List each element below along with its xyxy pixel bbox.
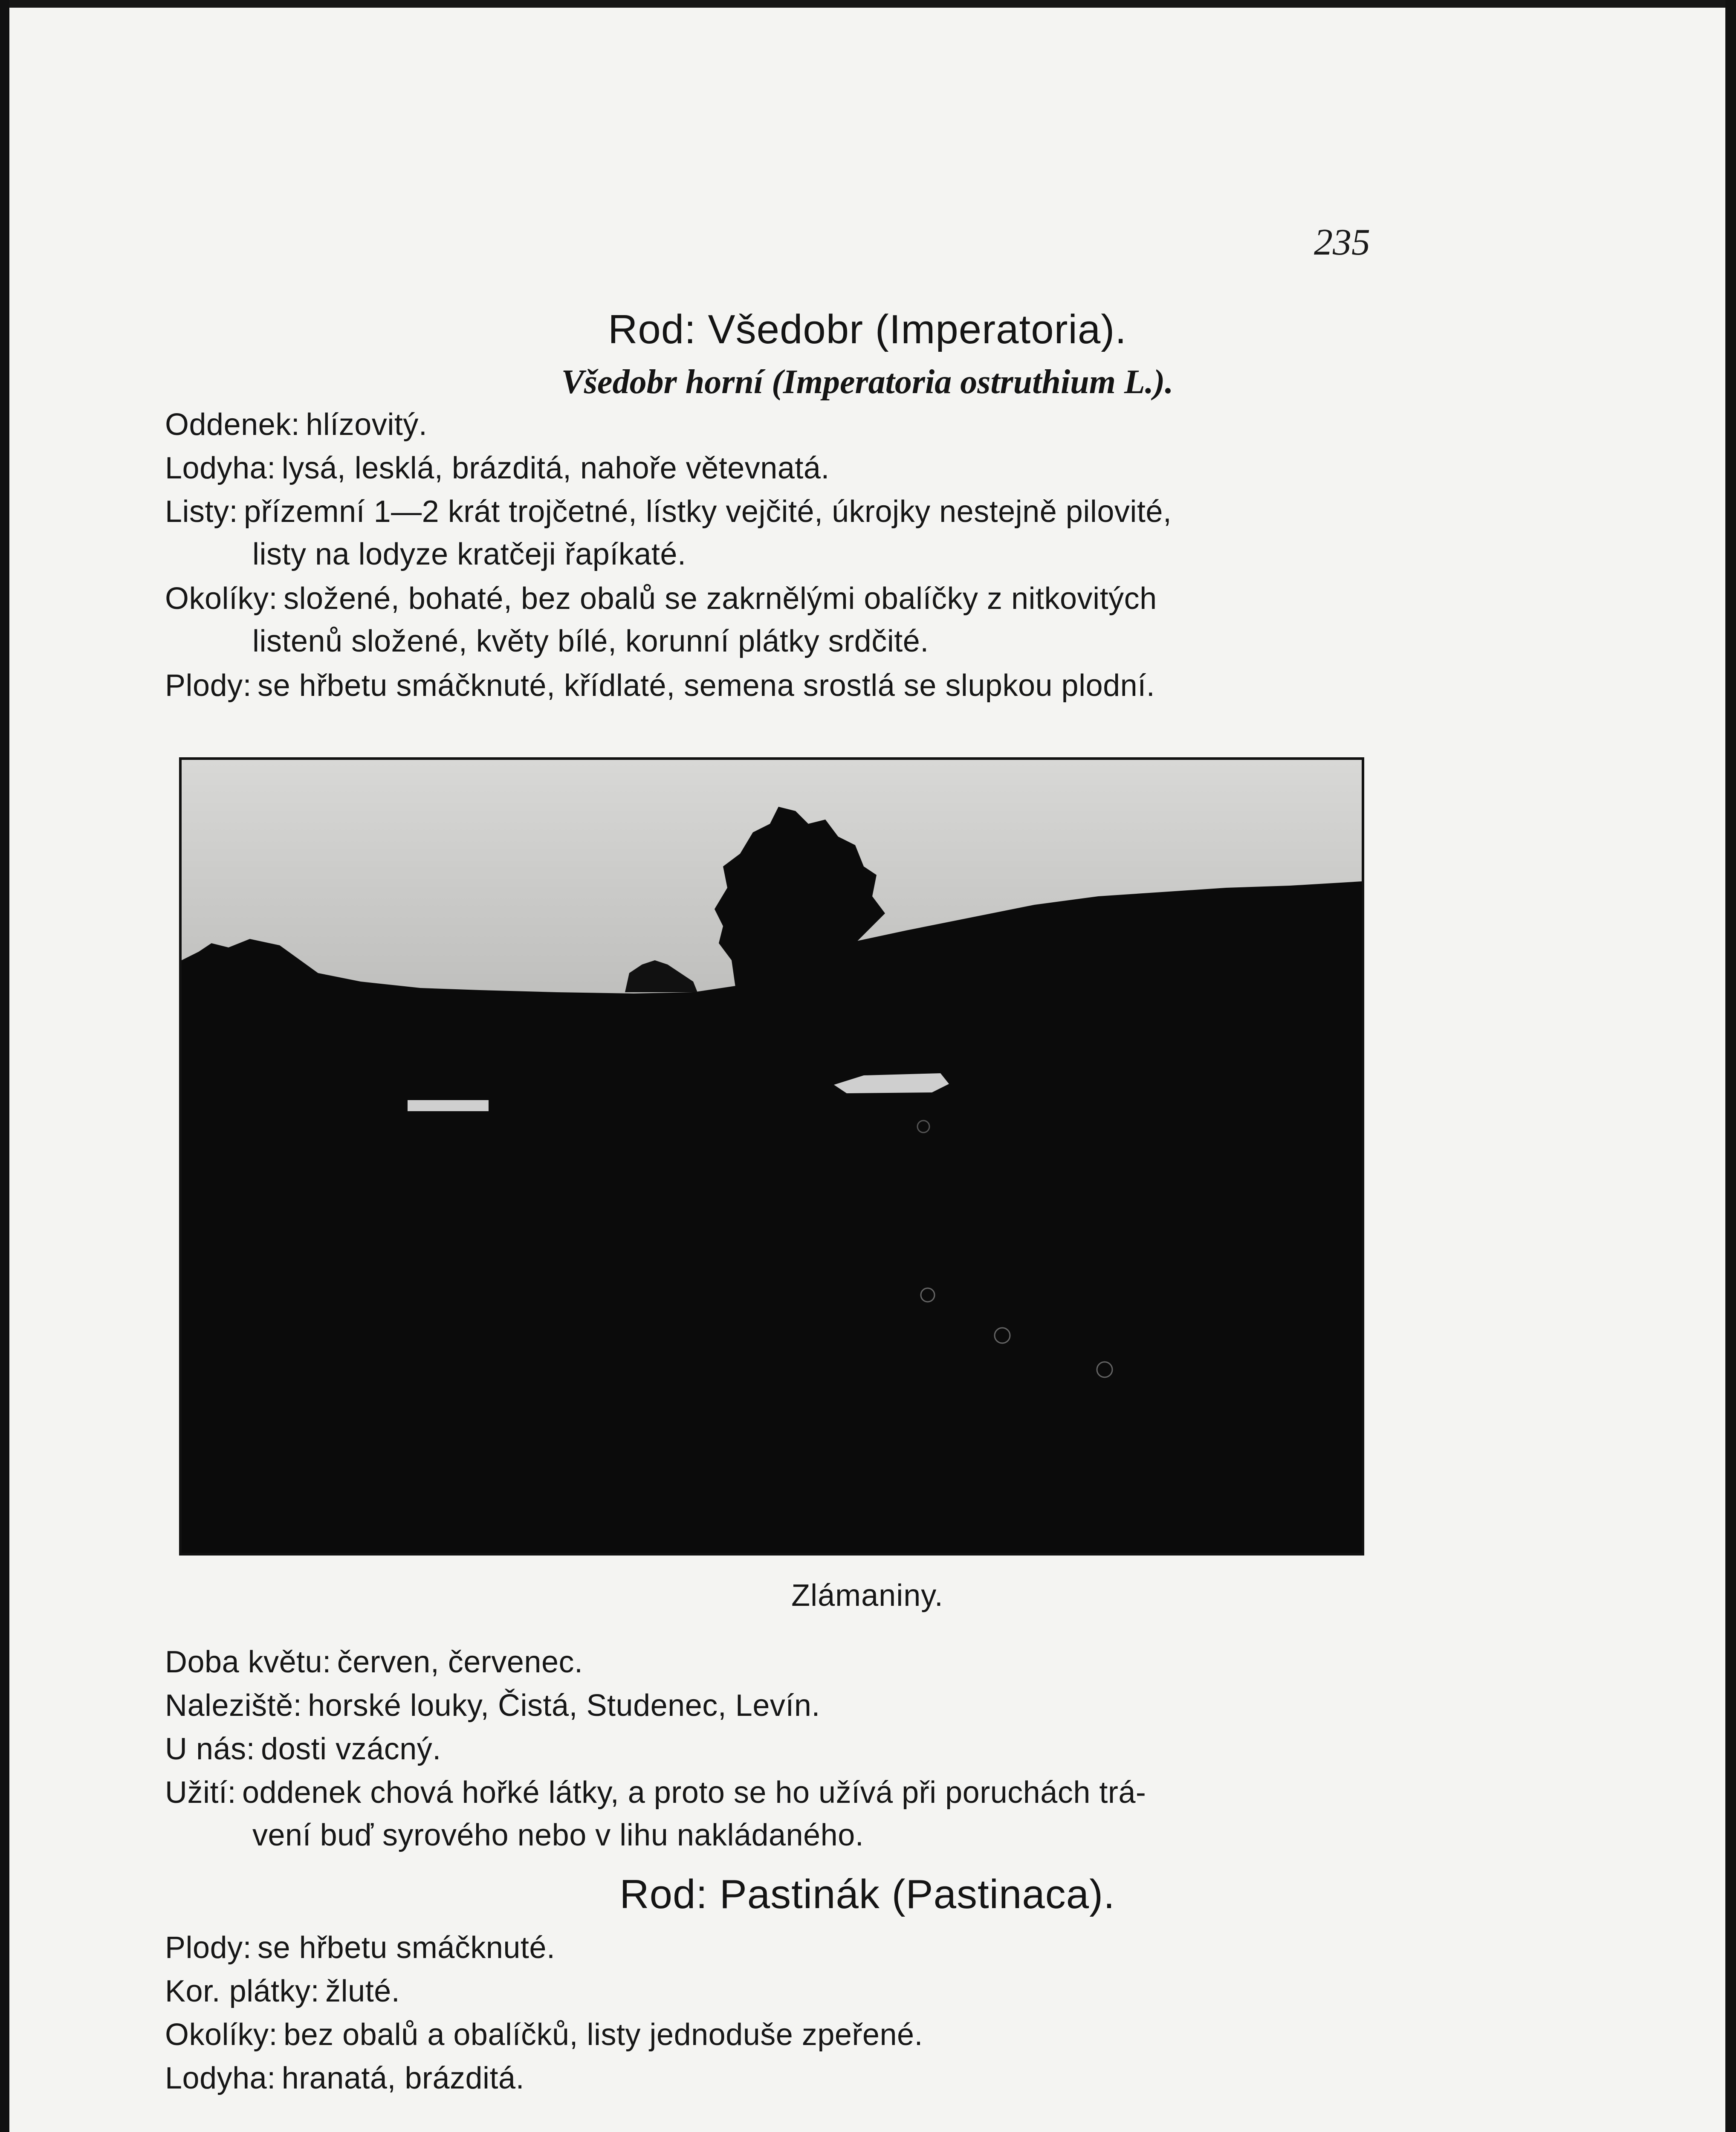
entry-plody-pastinak xyxy=(165,1926,1380,1969)
entry-continuation: listenů složené, květy bílé, korunní plátky srdčité. xyxy=(252,624,929,658)
house-left xyxy=(408,1100,489,1111)
entry-term: Oddenek: xyxy=(165,408,300,442)
entry-text: složené, bohaté, bez obalů se zakrnělými obalíčky z nitkovitých xyxy=(284,582,1157,616)
entry-term: Plody: xyxy=(165,669,252,703)
entry-listy xyxy=(165,490,1380,576)
entry-text: červen, červenec. xyxy=(337,1645,583,1679)
section-heading-pastinaca: Rod: Pastinák (Pastinaca). xyxy=(619,1871,1115,1917)
section-heading-imperatoria: Rod: Všedobr (Imperatoria). xyxy=(608,307,1127,352)
entry-term: Okolíky: xyxy=(165,582,278,616)
entry-text: oddenek chová hořké látky, a proto se ho užívá při poruchách trá- xyxy=(242,1776,1146,1810)
entry-text: žluté. xyxy=(325,1974,400,2008)
entry-text: hlízovitý. xyxy=(306,408,428,442)
landscape-photo-drawing xyxy=(182,760,1362,1553)
entry-term: Listy: xyxy=(165,495,238,529)
entry-text: se hřbetu smáčknuté. xyxy=(258,1931,556,1965)
entry-term: Kor. plátky: xyxy=(165,1974,320,2008)
entry-term: Užití: xyxy=(165,1776,237,1810)
page-number: 235 xyxy=(1314,222,1370,263)
entry-lodyha xyxy=(165,447,1380,490)
scan-edge-left xyxy=(0,0,9,2132)
entry-text: přízemní 1—2 krát trojčetné, lístky vejčité, úkrojky nestejně pilovité, xyxy=(244,495,1172,529)
photo-caption: Zlámaniny. xyxy=(791,1579,943,1613)
entry-lodyha-pastinak xyxy=(165,2057,1380,2100)
entry-term: Okolíky: xyxy=(165,2018,278,2052)
entry-term: Lodyha: xyxy=(165,2061,276,2095)
species-title: Všedobr horní (Imperatoria ostruthium L.). xyxy=(561,363,1174,401)
entry-naleziste xyxy=(165,1684,1380,1727)
book-page xyxy=(9,8,1725,2132)
entry-u-nas xyxy=(165,1728,1380,1770)
entry-oddenek xyxy=(165,403,1380,446)
entry-text: dosti vzácný. xyxy=(261,1732,441,1766)
entry-text: lysá, lesklá, brázditá, nahoře větevnatá. xyxy=(281,451,830,485)
entry-text: horské louky, Čistá, Studenec, Levín. xyxy=(308,1689,820,1723)
entry-okoliky xyxy=(165,577,1380,663)
entry-term: Plody: xyxy=(165,1931,252,1965)
entry-term: Lodyha: xyxy=(165,451,276,485)
entry-uziti xyxy=(165,1771,1380,1857)
scan-edge-right xyxy=(1725,0,1736,2132)
scan-edge-top xyxy=(0,0,1736,8)
entry-kor-platky xyxy=(165,1970,1380,2013)
entry-text: hranatá, brázditá. xyxy=(281,2061,525,2095)
entry-continuation: vení buď syrového nebo v lihu nakládaného. xyxy=(252,1818,864,1852)
entry-term: U nás: xyxy=(165,1732,255,1766)
entry-continuation: listy na lodyze kratčeji řapíkaté. xyxy=(252,537,686,571)
landscape-photo xyxy=(179,757,1364,1556)
entry-text: se hřbetu smáčknuté, křídlaté, semena srostlá se slupkou plodní. xyxy=(258,669,1155,703)
entry-doba-kvetu xyxy=(165,1641,1380,1683)
entry-okoliky-pastinak xyxy=(165,2013,1380,2056)
entry-term: Naleziště: xyxy=(165,1689,302,1723)
entry-term: Doba květu: xyxy=(165,1645,331,1679)
entry-plody xyxy=(165,664,1380,707)
entry-text: bez obalů a obalíčků, listy jednoduše zpeřené. xyxy=(284,2018,923,2052)
